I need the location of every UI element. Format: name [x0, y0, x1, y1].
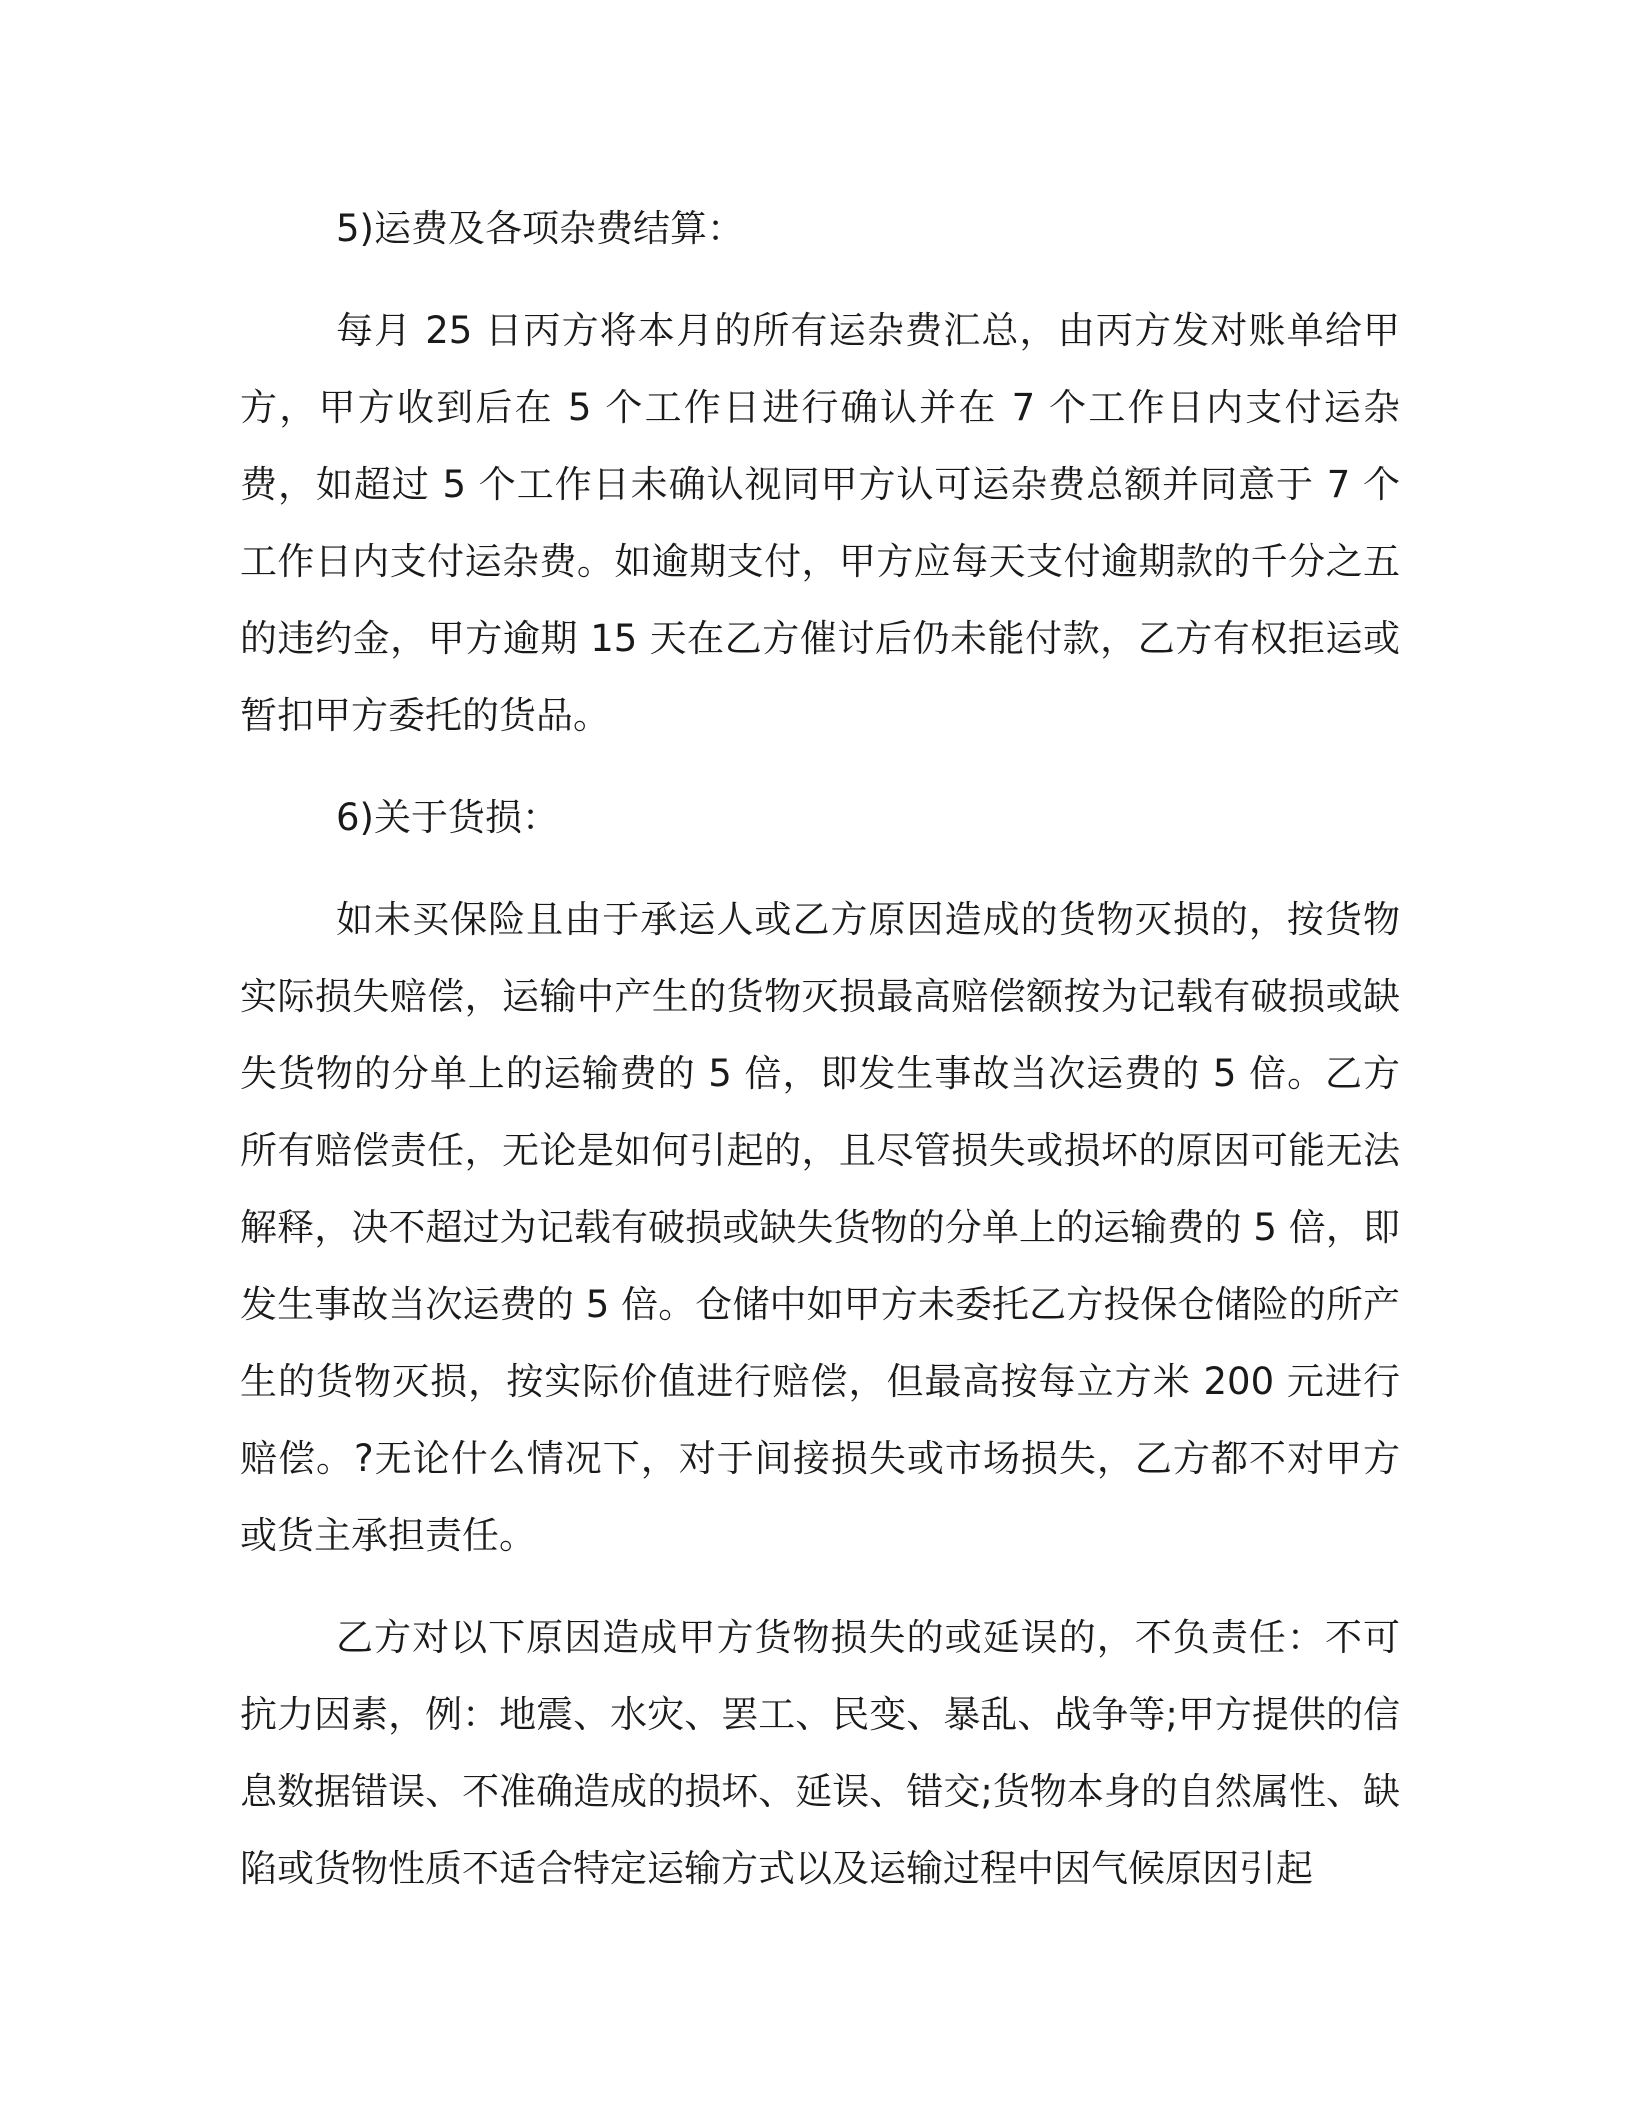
section-5-paragraph: 每月 25 日丙方将本月的所有运杂费汇总，由丙方发对账单给甲方，甲方收到后在 5 个工作日进行确认并在 7 个工作日内支付运杂费，如超过 5 个工作日未确认视同甲方认可运杂费总额并同意于 7 个工作日内支付运杂费。如逾期支付，甲方应每天支付逾期款的千分之五的违约金，甲方逾期 15 天在乙方催讨后仍未能付款，乙方有权拒运或暂扣甲方委托的货品。 — [240, 309, 1400, 737]
document-body — [240, 190, 1400, 1907]
section-6-heading: 6)关于货损： — [336, 796, 559, 839]
section-5-heading: 5)运费及各项杂费结算： — [336, 207, 744, 250]
section-6-paragraph-1: 如未买保险且由于承运人或乙方原因造成的货物灭损的，按货物实际损失赔偿，运输中产生的货物灭损最高赔偿额按为记载有破损或缺失货物的分单上的运输费的 5 倍，即发生事故当次运费的 5 倍。乙方所有赔偿责任，无论是如何引起的，且尽管损失或损坏的原因可能无法解释，决不超过为记载有破损或缺失货物的分单上的运输费的 5 倍，即发生事故当次运费的 5 倍。仓储中如甲方未委托乙方投保仓储险的所产生的货物灭损，按实际价值进行赔偿，但最高按每立方米 200 元进行赔偿。?无论什么情况下，对于间接损失或市场损失，乙方都不对甲方或货主承担责任。 — [240, 898, 1400, 1557]
section-6-paragraph-2: 乙方对以下原因造成甲方货物损失的或延误的，不负责任：不可抗力因素，例：地震、水灾、罢工、民变、暴乱、战争等;甲方提供的信息数据错误、不准确造成的损坏、延误、错交;货物本身的自然属性、缺陷或货物性质不适合特定运输方式以及运输过程中因气候原因引起 — [240, 1616, 1400, 1890]
